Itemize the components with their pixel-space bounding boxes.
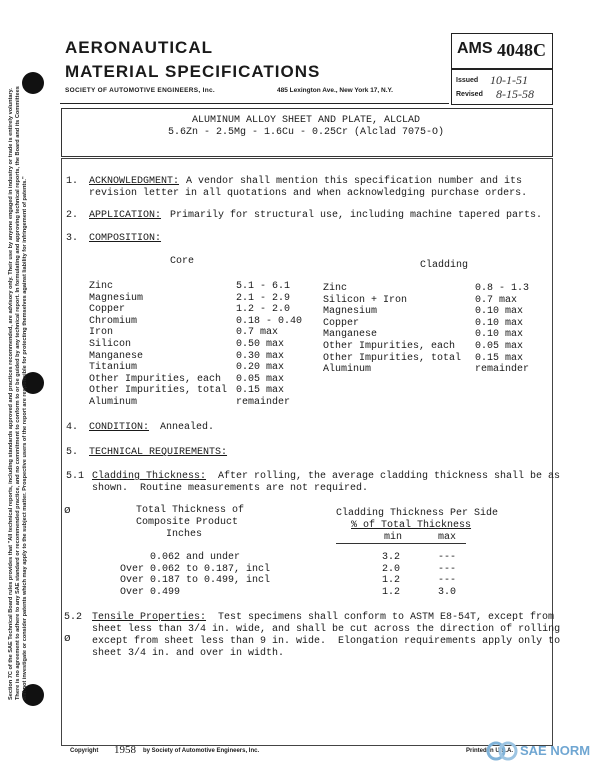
s51-change-mark: ø: [64, 505, 71, 517]
s3-title: COMPOSITION:: [89, 233, 162, 244]
s52-text-a: Test specimens shall conform to ASTM E8-54T, except from: [218, 612, 555, 623]
printed-in: Printed in U.S.A.: [466, 748, 514, 754]
s4-number: 4.: [66, 422, 79, 433]
side-legal-note-text: Section 7C of the SAE Technical Board rules provides that "All technical reports, including standards approved and practices recommended, are advisory only. Their use by anyone engaged in industry or trade is entirely voluntary. There is no agreement to adhere to any SAE standard or recommended practice, and no commitment to conform to or be guided by any technical report. In formulating and approving technical reports, the Board and its Committees will not investigate or consider patents which may apply to the subject matter. Prospective users of the report are responsible for protecting themselves against liability for infringement of patents.": [8, 86, 28, 700]
cladding-value: remainder: [475, 364, 530, 376]
s51-col2-h1: Cladding Thickness Per Side: [336, 508, 499, 519]
s52-number: 5.2: [64, 612, 83, 623]
s4-title: CONDITION:: [89, 422, 150, 433]
core-element: Manganese: [89, 350, 144, 362]
core-value: 1.2 - 2.0: [236, 304, 291, 316]
core-value: 0.50 max: [236, 339, 285, 350]
core-value: 0.30 max: [236, 350, 285, 362]
thickness-max: ---: [438, 552, 457, 563]
ams-prefix: AMS: [457, 40, 493, 57]
s51-title: Cladding Thickness:: [92, 471, 207, 482]
core-element: Other Impurities, each: [89, 373, 222, 385]
s51-header-rule: [336, 543, 466, 544]
cladding-value: 0.7 max: [475, 294, 518, 306]
core-element: Other Impurities, total: [89, 385, 228, 397]
s51-max-label: max: [438, 532, 457, 543]
core-heading: Core: [170, 256, 195, 267]
thickness-range: Over 0.499: [120, 586, 181, 598]
s5-number: 5.: [66, 447, 79, 458]
cladding-value: 0.8 - 1.3: [475, 283, 530, 294]
subject-line-1: ALUMINUM ALLOY SHEET AND PLATE, ALCLAD: [191, 115, 421, 126]
s51-col1-h3: Inches: [166, 529, 203, 540]
s52-text-c: except from sheet less than 9 in. wide. Elongation requirements apply only to: [92, 636, 561, 647]
core-element: Zinc: [89, 281, 114, 292]
s5-title: TECHNICAL REQUIREMENTS:: [89, 447, 228, 458]
thickness-range: Over 0.062 to 0.187, incl: [120, 563, 271, 575]
cladding-element: Magnesium: [323, 306, 378, 318]
subject-line-2: 5.6Zn - 2.5Mg - 1.6Cu - 0.25Cr (Alclad 7075-O): [167, 127, 445, 138]
s1-text-b: revision letter in all quotations and when acknowledging purchase orders.: [89, 188, 528, 199]
cladding-value: 0.10 max: [475, 329, 524, 341]
thickness-range: 0.062 and under: [150, 552, 241, 563]
copyright-holder: by Society of Automotive Engineers, Inc.: [143, 748, 260, 754]
society-name: SOCIETY OF AUTOMOTIVE ENGINEERS, Inc.: [65, 87, 216, 94]
s51-text-a: After rolling, the average cladding thickness shall be as: [218, 471, 561, 482]
ams-number: 4048C: [497, 40, 546, 60]
thickness-max: ---: [438, 563, 457, 575]
core-value: 0.18 - 0.40: [236, 315, 303, 327]
thickness-max: 3.0: [438, 586, 457, 598]
cladding-element: Other Impurities, total: [323, 352, 462, 364]
s1-title: ACKNOWLEDGMENT:: [89, 176, 180, 187]
s4-text: Annealed.: [160, 422, 215, 433]
core-value: 5.1 - 6.1: [236, 281, 291, 292]
cladding-heading: Cladding: [420, 260, 469, 271]
thickness-min: 1.2: [382, 586, 401, 598]
thickness-min: 3.2: [382, 552, 401, 563]
cladding-element: Copper: [323, 317, 360, 329]
s51-number: 5.1: [66, 471, 85, 482]
copyright-label: Copyright: [70, 748, 99, 754]
core-element: Silicon: [89, 339, 132, 350]
issued-date: 10-1-51: [490, 73, 528, 87]
core-value: 0.15 max: [236, 385, 285, 397]
core-element: Iron: [89, 327, 114, 339]
thickness-max: ---: [438, 575, 457, 587]
s52-change-mark: ø: [64, 633, 71, 645]
cladding-element: Manganese: [323, 329, 378, 341]
issued-label: Issued: [456, 77, 479, 84]
ams-number-box: [451, 33, 553, 69]
s2-text: Primarily for structural use, including machine tapered parts.: [170, 210, 543, 221]
thickness-min: 1.2: [382, 575, 401, 587]
s51-text-b: shown. Routine measurements are not required.: [92, 483, 369, 494]
s2-title: APPLICATION:: [89, 210, 162, 221]
watermark-logo: [486, 740, 594, 762]
cladding-value: 0.15 max: [475, 352, 524, 364]
s51-min-label: min: [384, 532, 403, 543]
s1-text-a: A vendor shall mention this specification number and its: [186, 176, 523, 187]
cladding-element: Aluminum: [323, 364, 372, 376]
s1-number: 1.: [66, 176, 79, 187]
s52-text-b: sheet less than 3/4 in. wide, and shall be cut across the direction of rolling: [92, 624, 561, 635]
cladding-value: 0.10 max: [475, 317, 524, 329]
thickness-min: 2.0: [382, 563, 401, 575]
revised-label: Revised: [456, 91, 483, 98]
watermark-text: SAE NORM: [520, 743, 591, 758]
side-legal-note: [2, 80, 32, 700]
core-value: 0.05 max: [236, 373, 285, 385]
title-line-1: AERONAUTICAL: [65, 38, 213, 57]
core-value: remainder: [236, 397, 291, 408]
thickness-range: Over 0.187 to 0.499, incl: [120, 575, 271, 587]
s51-col1-h1: Total Thickness of: [136, 505, 245, 516]
cladding-value: 0.10 max: [475, 306, 524, 318]
core-element: Titanium: [89, 362, 138, 374]
core-element: Magnesium: [89, 292, 144, 304]
core-element: Copper: [89, 304, 126, 316]
core-value: 0.7 max: [236, 327, 279, 339]
core-element: Aluminum: [89, 397, 138, 408]
s52-title: Tensile Properties:: [92, 612, 207, 623]
society-address: 485 Lexington Ave., New York 17, N.Y.: [277, 87, 393, 94]
s52-text-d: sheet 3/4 in. and over in width.: [92, 648, 285, 659]
title-line-2: MATERIAL SPECIFICATIONS: [65, 62, 321, 81]
s51-col1-h2: Composite Product: [136, 517, 239, 528]
dates-box: [451, 69, 553, 105]
cladding-element: Zinc: [323, 283, 348, 294]
copyright-year: 1958: [114, 744, 136, 756]
s51-col2-h2: % of Total Thickness: [351, 520, 472, 531]
s2-number: 2.: [66, 210, 79, 221]
s3-number: 3.: [66, 233, 79, 244]
core-value: 0.20 max: [236, 362, 285, 374]
core-value: 2.1 - 2.9: [236, 292, 291, 304]
cladding-element: Other Impurities, each: [323, 341, 456, 352]
revised-date: 8-15-58: [496, 87, 534, 101]
cladding-element: Silicon + Iron: [323, 294, 408, 306]
core-element: Chromium: [89, 315, 138, 327]
cladding-value: 0.05 max: [475, 341, 524, 352]
